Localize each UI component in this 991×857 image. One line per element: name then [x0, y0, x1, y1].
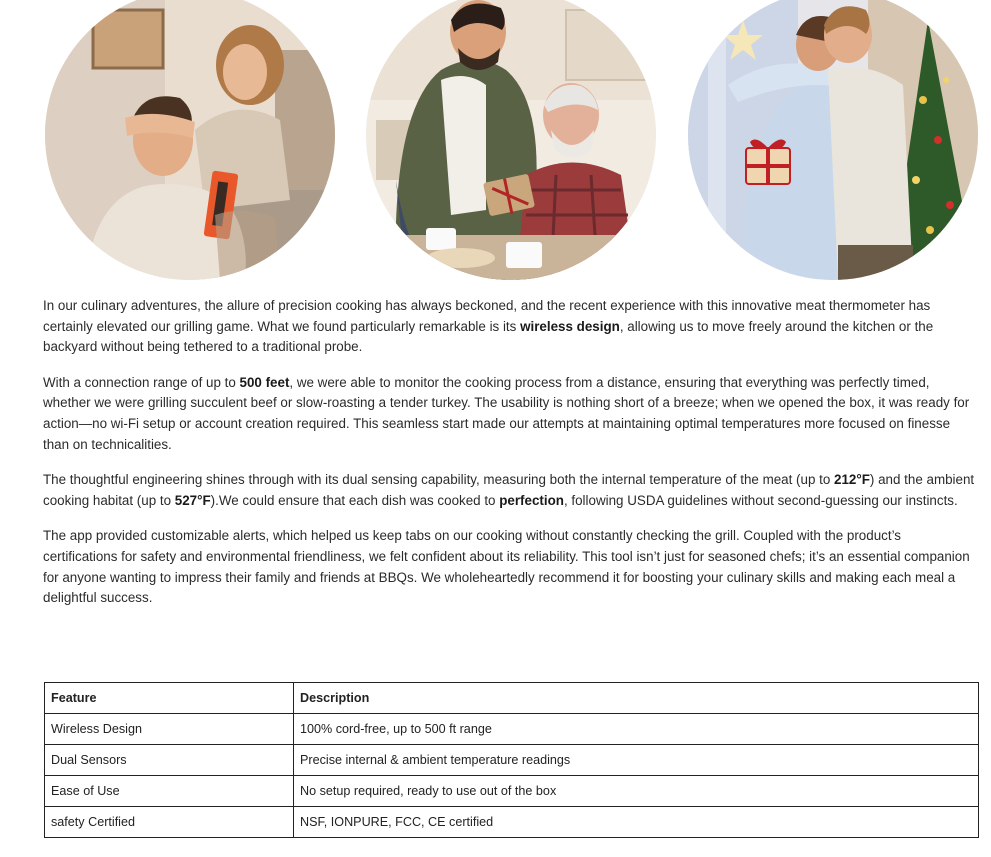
feature-cell: safety Certified: [45, 807, 294, 838]
paragraph-text: , we were able to monitor the cooking process from a distance, ensuring that everything was perfectly timed, whether we were grilling succulent beef or slow-roasting a tender turkey. The usability is nothing short of a breeze; when we opened the box, it was ready for action—no wi-Fi setup or account creation required. This seamless start made our attempts at maintaining optimal temperatures more focused on finesse than on technicalities.: [43, 374, 970, 452]
paragraph-text: , allowing us to move freely around the kitchen or the backyard without being tethered to a traditional probe.: [43, 318, 934, 355]
friends-hugging-christmas-photo: [688, 0, 978, 280]
description-cell: No setup required, ready to use out of the box: [294, 776, 979, 807]
review-paragraph: [43, 373, 979, 455]
photo-row: [0, 0, 991, 285]
column-header-description: Description: [294, 683, 979, 714]
paragraph-text: The app provided customizable alerts, which helped us keep tabs on our cooking without constantly checking the grill. Coupled with the product’s certifications for safety and environmental friendliness, we felt confident about its reliability. This tool isn’t just for seasoned chefs; it’s an essential companion for anyone wanting to impress their family and friends at BBQs. We wholeheartedly recommend it for boosting your culinary skills and making each meal a delightful success.: [43, 528, 970, 606]
feature-cell: Wireless Design: [45, 714, 294, 745]
paragraph-text: ) and the ambient cooking habitat (up to: [43, 472, 975, 508]
emphasis-text: 527°F: [174, 492, 211, 508]
feature-cell: Ease of Use: [45, 776, 294, 807]
description-cell: NSF, IONPURE, FCC, CE certified: [294, 807, 979, 838]
paragraph-text: In our culinary adventures, the allure of precision cooking has always beckoned, and the recent experience with this innovative meat thermometer has certainly elevated our grilling game. What we found particularly remarkable is its: [43, 298, 931, 334]
review-paragraph: [43, 470, 979, 511]
emphasis-text: perfection: [499, 492, 564, 508]
table-row: [45, 776, 979, 807]
emphasis-text: 500 feet: [239, 374, 290, 390]
paragraph-text: With a connection range of up to: [43, 374, 240, 390]
feature-cell: Dual Sensors: [45, 745, 294, 776]
review-paragraph: [43, 296, 979, 358]
friends-hugging-christmas-illustration: [688, 0, 978, 280]
table-header-row: [45, 683, 979, 714]
table-row: [45, 807, 979, 838]
paragraph-text: The thoughtful engineering shines through with its dual sensing capability, measuring both the internal temperature of the meat (up to: [43, 472, 835, 488]
son-gives-gift-to-father-illustration: [366, 0, 656, 280]
paragraph-text: , following USDA guidelines without second-guessing our instincts.: [563, 492, 958, 508]
emphasis-text: 212°F: [834, 472, 870, 488]
emphasis-text: wireless design: [520, 318, 620, 334]
son-gives-gift-to-father-photo: [366, 0, 656, 280]
paragraph-text: ).We could ensure that each dish was cooked to: [210, 492, 500, 508]
table-row: [45, 745, 979, 776]
description-cell: Precise internal & ambient temperature readings: [294, 745, 979, 776]
couple-surprise-gift-photo: [45, 0, 335, 280]
features-table: [44, 682, 979, 838]
table-row: [45, 714, 979, 745]
description-cell: 100% cord-free, up to 500 ft range: [294, 714, 979, 745]
couple-surprise-gift-illustration: [45, 0, 335, 280]
review-body: [43, 296, 979, 624]
column-header-feature: Feature: [45, 683, 294, 714]
review-paragraph: [43, 526, 979, 608]
